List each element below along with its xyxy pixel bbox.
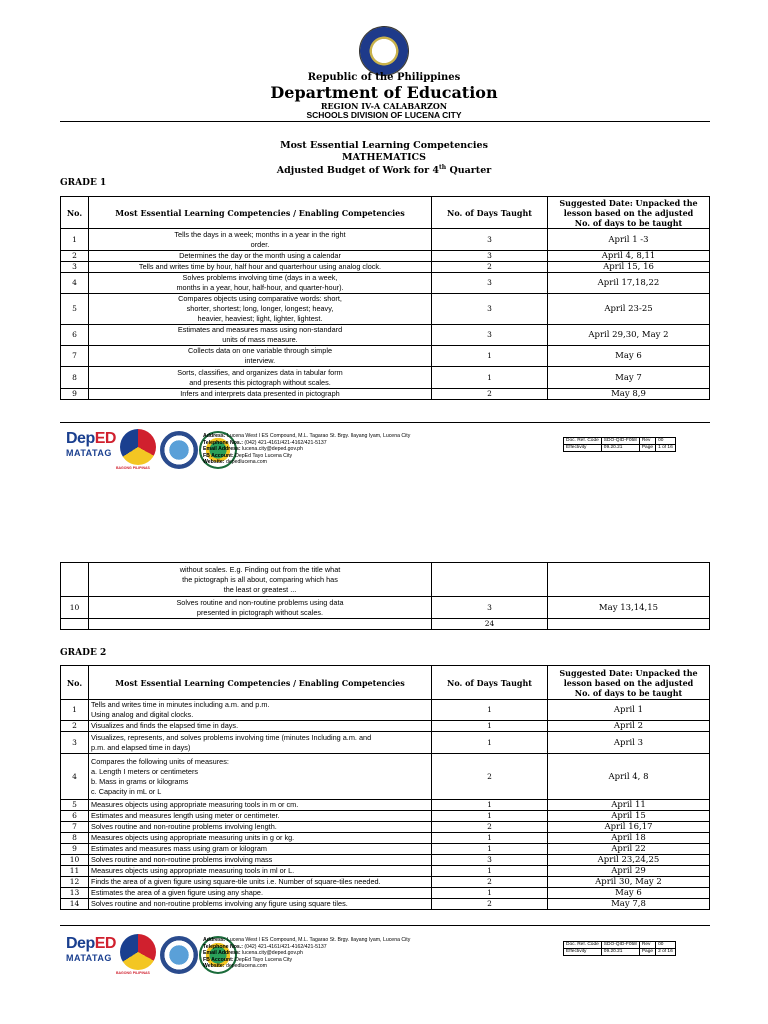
row-date: April 23-25 [548, 294, 710, 325]
grade2-label: GRADE 2 [60, 648, 107, 658]
row-number: 8 [61, 833, 89, 844]
competency-line: Visualizes, represents, and solves problems involving time (minutes Including a.m. and [91, 732, 372, 742]
row-days: 2 [432, 877, 548, 888]
competency-line: presented in pictograph without scales. [196, 607, 324, 617]
table-row [61, 229, 710, 251]
competency-line: Solves routine and non-routine problems involving any figure using square tiles. [91, 899, 348, 908]
total-row [61, 619, 710, 630]
row-competency [89, 844, 432, 855]
total-blank [89, 619, 432, 630]
row-date: April 17,18,22 [548, 273, 710, 294]
competency-line: Visualizes and finds the elapsed time in days. [91, 721, 239, 730]
department-title: Department of Education [270, 83, 498, 102]
table-row [61, 251, 710, 262]
competency-line: Estimates and measures mass using gram or kilogram [91, 844, 268, 853]
row-date: April 29 [548, 866, 710, 877]
row-days: 3 [432, 855, 548, 866]
table-row [61, 262, 710, 273]
total-blank [61, 619, 89, 630]
col-header-no: No. [61, 197, 89, 229]
row-competency [89, 325, 432, 346]
competency-line: Infers and interprets data presented in pictograph [180, 389, 340, 398]
row-number: 10 [61, 855, 89, 866]
table-row [61, 563, 710, 597]
row-days: 1 [432, 800, 548, 811]
row-number: 12 [61, 877, 89, 888]
competency-line: b. Mass in grams or kilograms [91, 776, 189, 786]
competency-line: units of mass measure. [222, 335, 298, 344]
row-date: May 13,14,15 [548, 597, 710, 619]
doc-title-line1: Most Essential Learning Competencies [280, 140, 488, 151]
row-days: 1 [432, 721, 548, 732]
total-days: 24 [432, 619, 548, 630]
row-competency [89, 273, 432, 294]
row-date: April 30, May 2 [548, 877, 710, 888]
row-number: 3 [61, 262, 89, 273]
competency-line: Collects data on one variable through simple [188, 346, 332, 355]
row-number: 14 [61, 899, 89, 910]
row-competency [89, 855, 432, 866]
division-seal-icon [160, 431, 198, 469]
row-competency [89, 899, 432, 910]
row-number: 5 [61, 800, 89, 811]
competency-line: Estimates and measures mass using non-standard [177, 325, 343, 334]
row-number: 1 [61, 229, 89, 251]
competency-line: c. Capacity in mL or L [91, 786, 162, 796]
competency-line: the least or greatest ... [223, 584, 297, 594]
row-number: 2 [61, 721, 89, 732]
table-row [61, 732, 710, 754]
row-date: April 2 [548, 721, 710, 732]
table-row [61, 888, 710, 899]
competency-line: and presents this pictograph without scales. [189, 377, 331, 387]
grade1-label: GRADE 1 [60, 178, 107, 188]
row-number: 10 [61, 597, 89, 619]
row-date [548, 563, 710, 597]
row-date: April 1 -3 [548, 229, 710, 251]
row-number: 9 [61, 844, 89, 855]
row-days: 2 [432, 899, 548, 910]
row-competency [89, 251, 432, 262]
competency-line: Solves routine and non-routine problems using data [176, 597, 344, 607]
competency-line: Estimates and measures length using meter or centimeter. [91, 811, 280, 820]
row-date: May 8,9 [548, 389, 710, 400]
doc-title-subject: MATHEMATICS [342, 152, 426, 163]
row-competency [89, 389, 432, 400]
row-number: 13 [61, 888, 89, 899]
row-days: 1 [432, 888, 548, 899]
footer-divider [60, 925, 710, 926]
row-days [432, 563, 548, 597]
table-row [61, 822, 710, 833]
region-line: REGION IV-A CALABARZON [320, 101, 448, 111]
table-row [61, 844, 710, 855]
division-line: SCHOOLS DIVISION OF LUCENA CITY [306, 110, 462, 120]
bagong-pilipinas-logo [120, 934, 156, 970]
table-row [61, 721, 710, 732]
competency-line: Solves routine and non-routine problems involving length. [91, 822, 277, 831]
competency-line: Tells and writes time by hour, half hour and quarterhour using analog clock. [138, 262, 382, 271]
table-row [61, 294, 710, 325]
table-row [61, 855, 710, 866]
division-seal-icon [160, 936, 198, 974]
table-row [61, 811, 710, 822]
competency-line: Solves problems involving time (days in a week, [182, 273, 338, 282]
row-days: 3 [432, 251, 548, 262]
row-competency [89, 800, 432, 811]
competency-line: Sorts, classifies, and organizes data in tabular form [177, 367, 343, 377]
competency-line: Measures objects using appropriate measuring units in g or kg. [91, 833, 295, 842]
row-days: 3 [432, 229, 548, 251]
row-competency [89, 700, 432, 721]
competency-line: Measures objects using appropriate measuring tools in ml or L. [91, 866, 295, 875]
row-date: April 22 [548, 844, 710, 855]
row-date: May 7,8 [548, 899, 710, 910]
row-date: April 16,17 [548, 822, 710, 833]
table-row [61, 877, 710, 888]
table-row [61, 899, 710, 910]
row-number: 6 [61, 325, 89, 346]
row-days: 3 [432, 294, 548, 325]
row-days: 1 [432, 833, 548, 844]
col-header-no: No. [61, 666, 89, 700]
row-days: 3 [432, 325, 548, 346]
row-number: 2 [61, 251, 89, 262]
row-number [61, 563, 89, 597]
table-row [61, 754, 710, 800]
grade1-continued-table [60, 562, 710, 630]
row-competency [89, 754, 432, 800]
row-days: 3 [432, 273, 548, 294]
bagong-pilipinas-logo [120, 429, 156, 465]
row-competency [89, 877, 432, 888]
competency-line: Measures objects using appropriate measuring tools in m or cm. [91, 800, 299, 809]
row-number: 7 [61, 822, 89, 833]
row-days: 1 [432, 346, 548, 367]
table-row [61, 273, 710, 294]
competency-line: order. [250, 239, 270, 249]
doc-ref-table: Doc. Ref. Code SDO-QID-F058 Rev 00 Effectivity 09.20.21 Page 2 of 16 [563, 941, 676, 956]
row-competency [89, 563, 432, 597]
col-header-date: Suggested Date: Unpacked the lesson based on the adjusted No. of days to be taught [548, 666, 710, 700]
deped-logo: DepED MATATAG [66, 430, 116, 458]
row-number: 5 [61, 294, 89, 325]
competency-line: Tells the days in a week; months in a year in the right [174, 229, 346, 239]
table-row [61, 346, 710, 367]
row-competency [89, 721, 432, 732]
doc-ref-table: Doc. Ref. Code SDO-QID-F058 Rev 00 Effectivity 09.20.21 Page 1 of 16 [563, 437, 676, 452]
row-competency [89, 346, 432, 367]
row-competency [89, 822, 432, 833]
row-competency [89, 367, 432, 389]
competency-line: Tells and writes time in minutes including a.m. and p.m. [91, 700, 270, 709]
row-days: 1 [432, 844, 548, 855]
footer-divider [60, 422, 710, 423]
row-number: 7 [61, 346, 89, 367]
row-date: April 15 [548, 811, 710, 822]
deped-seal-icon [359, 26, 409, 76]
row-competency [89, 229, 432, 251]
header-divider [60, 121, 710, 122]
bagong-pilipinas-text: BAGONG PILIPINAS [116, 466, 150, 470]
table-row [61, 389, 710, 400]
footer-contact: Address: Lucena West I ES Compound, M.L. Tagarao St. Brgy. Ilayang Iyam, Lucena City Telephone Nos.: (042) 421-4161/421-4162/421-5137 Email Address: lucena.city@deped.gov.ph FB Account: DepEd Tayo Lucena City Website: depedlucena.com [203, 433, 411, 466]
bagong-pilipinas-text: BAGONG PILIPINAS [116, 971, 150, 975]
competency-line: a. Length I meters or centimeters [91, 766, 199, 776]
row-competency [89, 811, 432, 822]
competency-line: Finds the area of a given figure using square-tile units i.e. Number of square-tiles needed. [91, 877, 381, 886]
row-number: 9 [61, 389, 89, 400]
row-number: 3 [61, 732, 89, 754]
row-date: May 6 [548, 888, 710, 899]
competency-line: the pictograph is all about, comparing which has [182, 574, 338, 584]
row-competency [89, 866, 432, 877]
competency-line: Compares objects using comparative words: short, [178, 294, 342, 303]
row-days: 1 [432, 700, 548, 721]
competency-line: interview. [244, 356, 276, 365]
table-row [61, 325, 710, 346]
row-days: 2 [432, 822, 548, 833]
row-competency [89, 597, 432, 619]
row-competency [89, 732, 432, 754]
row-date: April 18 [548, 833, 710, 844]
row-competency [89, 888, 432, 899]
competency-line: Estimates the area of a given figure using any shape. [91, 888, 263, 897]
competency-line: heavier, heaviest; light, lighter, lightest. [197, 314, 323, 323]
competency-line: shorter, shortest; long, longer, longest; heavy, [186, 304, 334, 313]
col-header-days: No. of Days Taught [432, 197, 548, 229]
doc-title-line3: Adjusted Budget of Work for 4th Quarter [276, 164, 492, 177]
grade1-table [60, 196, 710, 400]
republic-line: Republic of the Philippines [307, 72, 461, 83]
row-date: April 3 [548, 732, 710, 754]
competency-line: Solves routine and non-routine problems involving mass [91, 855, 273, 864]
row-number: 11 [61, 866, 89, 877]
competency-line: Determines the day or the month using a calendar [179, 251, 341, 260]
table-row [61, 597, 710, 619]
row-date: April 4, 8,11 [548, 251, 710, 262]
competency-line: Using analog and digital clocks. [91, 710, 194, 719]
competency-line: months in a year, hour, half-hour, and quarter-hour). [176, 283, 344, 292]
row-number: 8 [61, 367, 89, 389]
row-date: April 15, 16 [548, 262, 710, 273]
table-row [61, 800, 710, 811]
row-competency [89, 262, 432, 273]
row-competency [89, 833, 432, 844]
table-row [61, 866, 710, 877]
competency-line: Compares the following units of measures: [91, 756, 229, 766]
row-days: 3 [432, 597, 548, 619]
row-date: April 11 [548, 800, 710, 811]
row-number: 4 [61, 273, 89, 294]
deped-logo: DepED MATATAG [66, 935, 116, 963]
table-row [61, 833, 710, 844]
row-number: 1 [61, 700, 89, 721]
row-date: May 6 [548, 346, 710, 367]
row-days: 1 [432, 367, 548, 389]
row-days: 2 [432, 754, 548, 800]
row-days: 1 [432, 732, 548, 754]
row-days: 1 [432, 811, 548, 822]
row-days: 2 [432, 389, 548, 400]
competency-line: p.m. and elapsed time in days) [91, 742, 191, 752]
total-blank [548, 619, 710, 630]
row-number: 4 [61, 754, 89, 800]
row-date: April 29,30, May 2 [548, 325, 710, 346]
row-days: 1 [432, 866, 548, 877]
footer-contact: Address: Lucena West I ES Compound, M.L. Tagarao St. Brgy. Ilayang Iyam, Lucena City Telephone Nos.: (042) 421-4161/421-4162/421-5137 Email Address: lucena.city@deped.gov.ph FB Account: DepEd Tayo Lucena City Website: depedlucena.com [203, 937, 411, 970]
table-row [61, 367, 710, 389]
grade2-table [60, 665, 710, 910]
row-competency [89, 294, 432, 325]
row-date: April 1 [548, 700, 710, 721]
table-row [61, 700, 710, 721]
row-date: April 23,24,25 [548, 855, 710, 866]
row-date: April 4, 8 [548, 754, 710, 800]
col-header-competencies: Most Essential Learning Competencies / Enabling Competencies [89, 197, 432, 229]
col-header-date: Suggested Date: Unpacked the lesson based on the adjusted No. of days to be taught [548, 197, 710, 229]
row-date: May 7 [548, 367, 710, 389]
row-days: 2 [432, 262, 548, 273]
col-header-competencies: Most Essential Learning Competencies / Enabling Competencies [89, 666, 432, 700]
competency-line: without scales. E.g. Finding out from the title what [179, 564, 341, 574]
col-header-days: No. of Days Taught [432, 666, 548, 700]
row-number: 6 [61, 811, 89, 822]
